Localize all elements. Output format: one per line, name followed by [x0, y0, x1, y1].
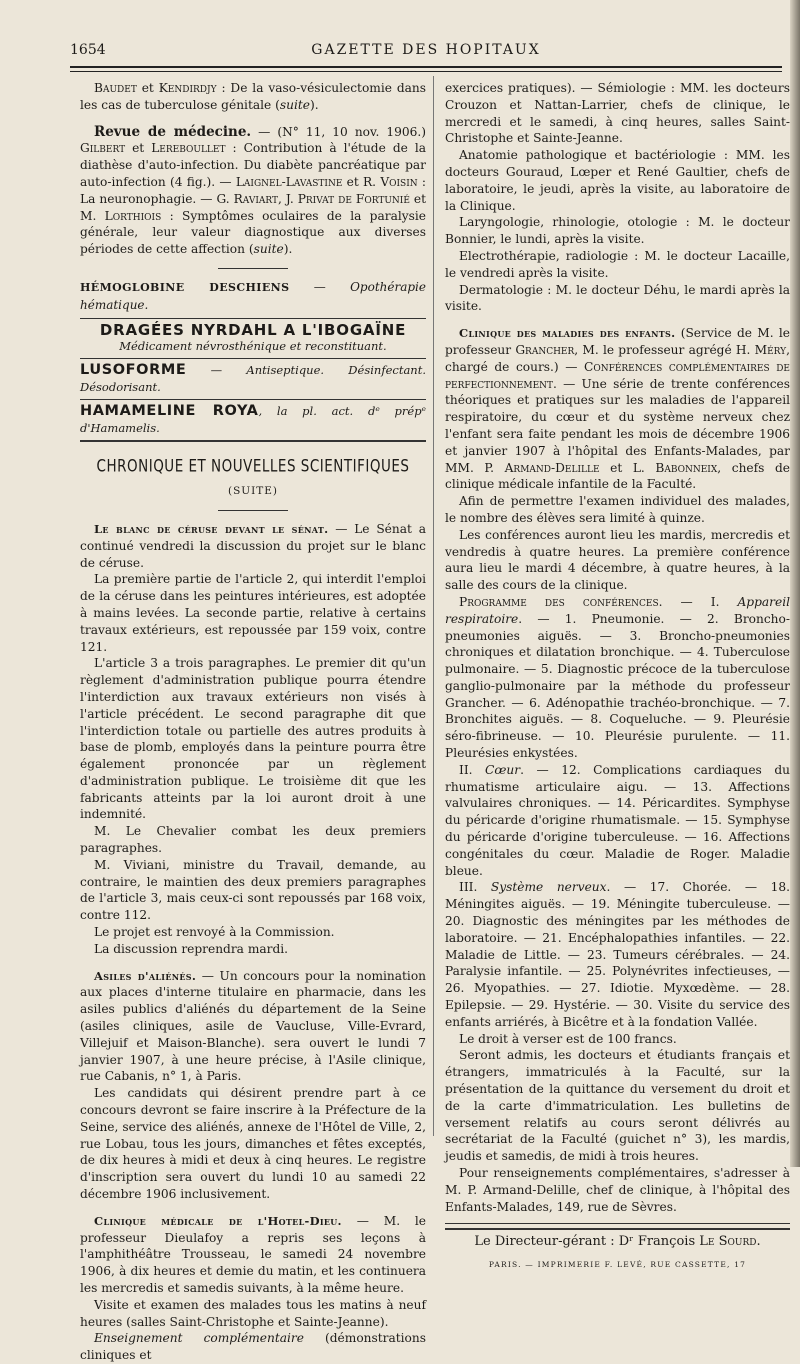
article-paragraph: [445, 147, 790, 214]
page-edge-shadow: [790, 0, 800, 1167]
text-run: (Service de M. le professeur: [445, 326, 790, 357]
advert-lusoforme: [80, 362, 426, 396]
text-run: — Un concours pour la nomination aux places d'interne titulaire en pharmacie, dans les asiles publics d'aliénés du département de la Seine (asiles cliniques, asile de Vaucluse, Ville-Evrard, Villejuif et Maison-Blanche). sera ouvert le lundi 7 janvier 1907, à une heure précise, à l'Asile clinique, rue Cabanis, n° 1, à Paris.: [80, 968, 426, 1084]
text-run: Les candidats qui désirent prendre part à ce concours devront se faire inscrire à la Préfecture de la Seine, service des aliénés, annexe de l'Hôtel de Ville, 2, rue Lobau, tous les jours, dimanches et fêtes exceptés, de dix heures à midi et deux à cinq heures. Le registre d'inscription sera ouvert du lundi 10 au samedi 22 décembre 1906 inclusivement.: [80, 1086, 426, 1202]
text-run: III.: [459, 880, 491, 895]
section-title: CHRONIQUE ET NOUVELLES SCIENTIFIQUES: [96, 455, 410, 477]
article-paragraph: [80, 1085, 426, 1203]
text-run: — Le Sénat a continué vendredi la discussion du projet sur le blanc de céruse.: [80, 521, 426, 570]
article-paragraph: [445, 493, 790, 527]
text-run: Gilbert: [80, 141, 126, 156]
article-paragraph: [445, 879, 790, 1030]
article-paragraph: [80, 655, 426, 823]
article-paragraph: [80, 823, 426, 857]
text-run: Cœur: [485, 762, 521, 777]
article-paragraph: [445, 214, 790, 248]
text-run: ).: [283, 242, 293, 257]
text-run: , chefs de clinique médicale infantile de la Faculté.: [445, 460, 790, 492]
text-run: Babonneix: [655, 460, 718, 475]
article-paragraph: [80, 924, 426, 941]
advert-rule: [80, 399, 426, 400]
text-run: Privat de Fortunié: [297, 191, 410, 206]
page-number: 1654: [70, 42, 106, 58]
column-divider: [433, 76, 434, 1136]
left-column: [80, 80, 426, 1364]
article-paragraph: [445, 527, 790, 594]
header-rule-thin: [70, 71, 782, 72]
text-run: , chargé de cours.) —: [445, 342, 790, 374]
text-run: Méry: [754, 342, 787, 357]
article-paragraph: [80, 941, 426, 958]
text-run: Système nerveux: [490, 880, 607, 895]
text-run: suite: [279, 97, 310, 112]
footer-rule: [445, 1223, 790, 1224]
text-run: et: [136, 81, 159, 95]
article-paragraph: [445, 282, 790, 316]
text-run: et R.: [342, 174, 381, 189]
article-paragraph: [80, 124, 426, 258]
text-run: . — Une série de trente conférences théoriques et pratiques sur les maladies de l'appareil respiratoire, du cœur et du système nerveux chez l'enfant sera faite pendant les mois de décembre 1906 et janvier 1907 à l'hôpital des Enfants-Malades, par MM. P.: [445, 376, 790, 475]
text-run: Conférences complémentaires de perfectionnement: [445, 359, 791, 391]
text-run: et: [125, 141, 152, 156]
section-suite: (SUITE): [227, 485, 279, 498]
text-run: Kendirdjy: [158, 81, 217, 95]
text-run: Raviart: [233, 191, 279, 206]
text-run: Grancher: [515, 342, 575, 357]
text-run: Laryngologie, rhinologie, otologie : M. le docteur Bonnier, le lundi, après la visite.: [445, 215, 790, 247]
text-run: et L.: [599, 460, 656, 475]
text-run: Anatomie pathologique et bactériologie : MM. les docteurs Gouraud, Lœper et René Gaultier, chefs de laboratoire, le jeudi, après la visite, au laboratoire de la Clinique.: [445, 148, 790, 213]
text-run: Laignel-Lavastine: [235, 174, 343, 189]
article-paragraph: [80, 857, 426, 924]
article-paragraph: [80, 968, 426, 1086]
text-run: — M. le professeur Dieulafoy a repris ses leçons à l'amphithéâtre Trousseau, le samedi 24 novembre 1906, à dix heures et demie du matin, et les continuera les mercredis et samedis suivants, à la même heure.: [80, 1213, 426, 1295]
text-run: Appareil respiratoire: [445, 594, 790, 626]
advert-hemoglobine: [80, 279, 426, 315]
advert-desc: — Opothérapie hématique.: [80, 279, 426, 312]
article-paragraph: [445, 1165, 790, 1215]
article-heading: Clinique médicale de l'Hotel-Dieu.: [94, 1213, 342, 1228]
text-run: suite: [253, 242, 284, 257]
text-run: Les conférences auront lieu les mardis, mercredis et vendredis à quatre heures. La première conférence aura lieu le mardi 4 décembre, à quatre heures, à la salle des cours de la clinique.: [445, 527, 790, 593]
header-rule: [70, 66, 782, 68]
advert-dragees-desc: Médicament névrosthénique et reconstituant.: [119, 339, 387, 354]
article-paragraph: [80, 1297, 426, 1331]
text-run: Pour renseignements complémentaires, s'adresser à M. P. Armand-Delille, chef de clinique, à l'hôpital des Enfants-Malades, 149, rue de Sèvres.: [445, 1166, 790, 1214]
text-run: L'article 3 a trois paragraphes. Le premier dit qu'un règlement d'administration publique pourra étendre l'interdiction aux travaux extérieurs non visés à l'article précédent. Le second paragraphe dit que l'interdiction totale ou partielle des autres produits à base de plomb, employés dans la peinture pourra être également prononcée par un règlement d'administration publique. Le troisième dit que les fabricants atteints par la loi auront droit à une indemnité.: [80, 656, 426, 822]
footer-rule-thick: [445, 1228, 790, 1230]
text-run: , M. le professeur agrégé H.: [574, 342, 755, 357]
advert-rule: [80, 440, 426, 442]
text-run: Electrothérapie, radiologie : M. le docteur Lacaille, le vendredi après la visite.: [445, 248, 790, 280]
article-paragraph: [445, 1047, 790, 1165]
advert-rule: [80, 318, 426, 319]
article-paragraph: [80, 571, 426, 655]
separator-rule: [218, 268, 288, 269]
text-run: (démonstrations cliniques et: [80, 1331, 426, 1363]
text-run: : La neuronophagie. — G.: [80, 174, 427, 206]
text-run: Enseignement complémentaire: [94, 1331, 304, 1346]
advert-desc: — Antiseptique. Désinfectant. Désodorisant.: [80, 363, 426, 394]
article-paragraph: [80, 521, 426, 571]
advert-hamameline: [80, 403, 426, 437]
text-run: Le projet est renvoyé à la Commission.: [94, 925, 335, 940]
text-run: exercices pratiques). — Sémiologie : MM. les docteurs Crouzon et Nattan-Larrier, chefs de clinique, le mercredi et le samedi, à cinq heures, salles Saint-Christophe et Sainte-Jeanne.: [445, 81, 790, 146]
article-heading: Asiles d'aliénés.: [94, 968, 197, 983]
text-run: Lereboullet: [151, 141, 226, 156]
right-column: [445, 80, 790, 1274]
text-run: Dermatologie : M. le docteur Déhu, le mardi après la visite.: [445, 282, 790, 314]
article-paragraph: [445, 594, 790, 762]
text-run: — I.: [662, 594, 738, 609]
text-run: La discussion reprendra mardi.: [94, 941, 289, 956]
article-paragraph: [445, 762, 790, 880]
advert-desc: , la pl. act. dᵉ prépᵉ d'Hamamelis.: [80, 403, 427, 435]
text-run: . — 17. Chorée. — 18. Méningites aiguës. — 19. Méningite tuberculeuse. — 20. Diagnostic des méningites par les méthodes de laboratoire. — 21. Encéphalopathies infantiles. — 22. Maladie de Little. — 23. Tumeurs cérébrales. — 24. Paralysie infantile. — 25. Polynévrites infectieuses, — 26. Myopathies. — 27. Idiotie. Myxœdème. — 28. Epilepsie. — 29. Hystérie. — 30. Visite du service des enfants arriérés, à Bicêtre et à la fondation Vallée.: [445, 880, 790, 1029]
text-run: Afin de permettre l'examen individuel des malades, le nombre des élèves sera limité à quinze.: [445, 494, 790, 525]
article-paragraph: [80, 1330, 426, 1364]
advert-name: HÉMOGLOBINE DESCHIENS: [80, 280, 290, 294]
text-run: . — 1. Pneumonie. — 2. Broncho-pneumonies aiguës. — 3. Broncho-pneumonies chroniques et dilatation bronchique. — 4. Tuberculose pulmonaire. — 5. Diagnostic précoce de la tuberculose ganglio-pulmonaire par la méthode du professeur Grancher. — 6. Adénopathie trachéo-bronchique. — 7. Bronchites aiguës. — 8. Coqueluche. — 9. Pleurésie séro-fibrineuse. — 10. Pleurésie purulente. — 11. Pleurésies enkystées.: [445, 611, 790, 761]
article-heading: Clinique des maladies des enfants.: [459, 326, 676, 341]
text-run: , J.: [278, 191, 298, 206]
text-run: Voisin: [380, 174, 418, 189]
text-run: Seront admis, les docteurs et étudiants français et étrangers, immatriculés à la Faculté, sur la présentation de la quittance du versement du droit et de la carte d'immatriculation. Les bulletins de versement relatifs au cours seront délivrés au secrétariat de la Faculté (guichet n° 3), les mardis, jeudis et samedis, de midi à trois heures.: [445, 1048, 790, 1164]
text-run: . — 12. Complications cardiaques du rhumatisme articulaire aigu. — 13. Affections valvulaires chroniques. — 14. Péricardites. Symphyse du péricarde d'origine rhumatismale. — 15. Symphyse du péricarde d'origine tuberculeuse. — 16. Affections congénitales du cœur. Maladie de Roger. Maladie bleue.: [445, 762, 790, 878]
article-paragraph: [445, 325, 790, 493]
article-paragraph: [80, 80, 426, 114]
text-run: Programme des conférences.: [459, 594, 663, 609]
text-run: : Contribution à l'étude de la diathèse d'auto-infection. Du diabète pancréatique par auto-infection (4 fig.). —: [80, 141, 426, 189]
text-run: et M.: [80, 191, 427, 223]
text-run: ).: [309, 97, 319, 112]
text-run: M. Le Chevalier combat les deux premiers paragraphes.: [80, 824, 426, 856]
article-heading: Le blanc de céruse devant le sénat.: [94, 521, 329, 536]
article-paragraph: [445, 1031, 790, 1048]
article-paragraph: [80, 1213, 426, 1297]
text-run: Lorthiois: [104, 208, 162, 223]
text-run: Visite et examen des malades tous les matins à neuf heures (salles Saint-Christophe et Sainte-Jeanne).: [80, 1297, 426, 1329]
article-paragraph: [445, 248, 790, 282]
text-run: — (N° 11, 10 nov. 1906.): [251, 124, 426, 139]
page-header: [70, 40, 782, 64]
text-run: II.: [459, 762, 486, 777]
director-suffix: .: [756, 1234, 761, 1250]
article-paragraph: [445, 80, 790, 147]
journal-title: GAZETTE DES HOPITAUX: [311, 42, 541, 58]
text-run: Le droit à verser est de 100 francs.: [459, 1031, 677, 1046]
separator-rule: [218, 510, 288, 511]
text-run: : Symptômes oculaires de la paralysie générale, leur valeur diagnostique aux diverses périodes de cette affection (: [80, 208, 426, 257]
advert-rule: [80, 358, 426, 359]
advert-name: HAMAMELINE ROYA: [80, 402, 259, 419]
text-run: M. Viviani, ministre du Travail, demande, au contraire, le maintien des deux premiers paragraphes de l'article 3, mais ceux-ci sont repoussés par 168 voix, contre 112.: [80, 857, 426, 923]
text-run: Revue de médecine.: [94, 123, 252, 140]
text-run: Baudet: [94, 81, 137, 95]
director-line: [445, 1234, 790, 1251]
director-label: Le Directeur-gérant : Dʳ François: [474, 1234, 700, 1250]
advert-dragees: DRAGÉES NYRDAHL A L'IBOGAÏNE: [99, 320, 407, 339]
text-run: : De la vaso-vésiculectomie dans les cas de tuberculose génitale (: [80, 81, 426, 112]
text-run: La première partie de l'article 2, qui interdit l'emploi de la céruse dans les peintures intérieures, est adoptée à mains levées. La seconde partie, relative à certains travaux extérieurs, est repoussée par 159 voix, contre 121.: [80, 572, 426, 654]
printer-imprint: PARIS. — IMPRIMERIE F. LEVÉ, RUE CASSETTE, 17: [488, 1260, 747, 1270]
director-name: Le Sourd: [699, 1234, 757, 1250]
text-run: Armand-Delille: [504, 460, 600, 475]
advert-name: LUSOFORME: [80, 362, 187, 379]
